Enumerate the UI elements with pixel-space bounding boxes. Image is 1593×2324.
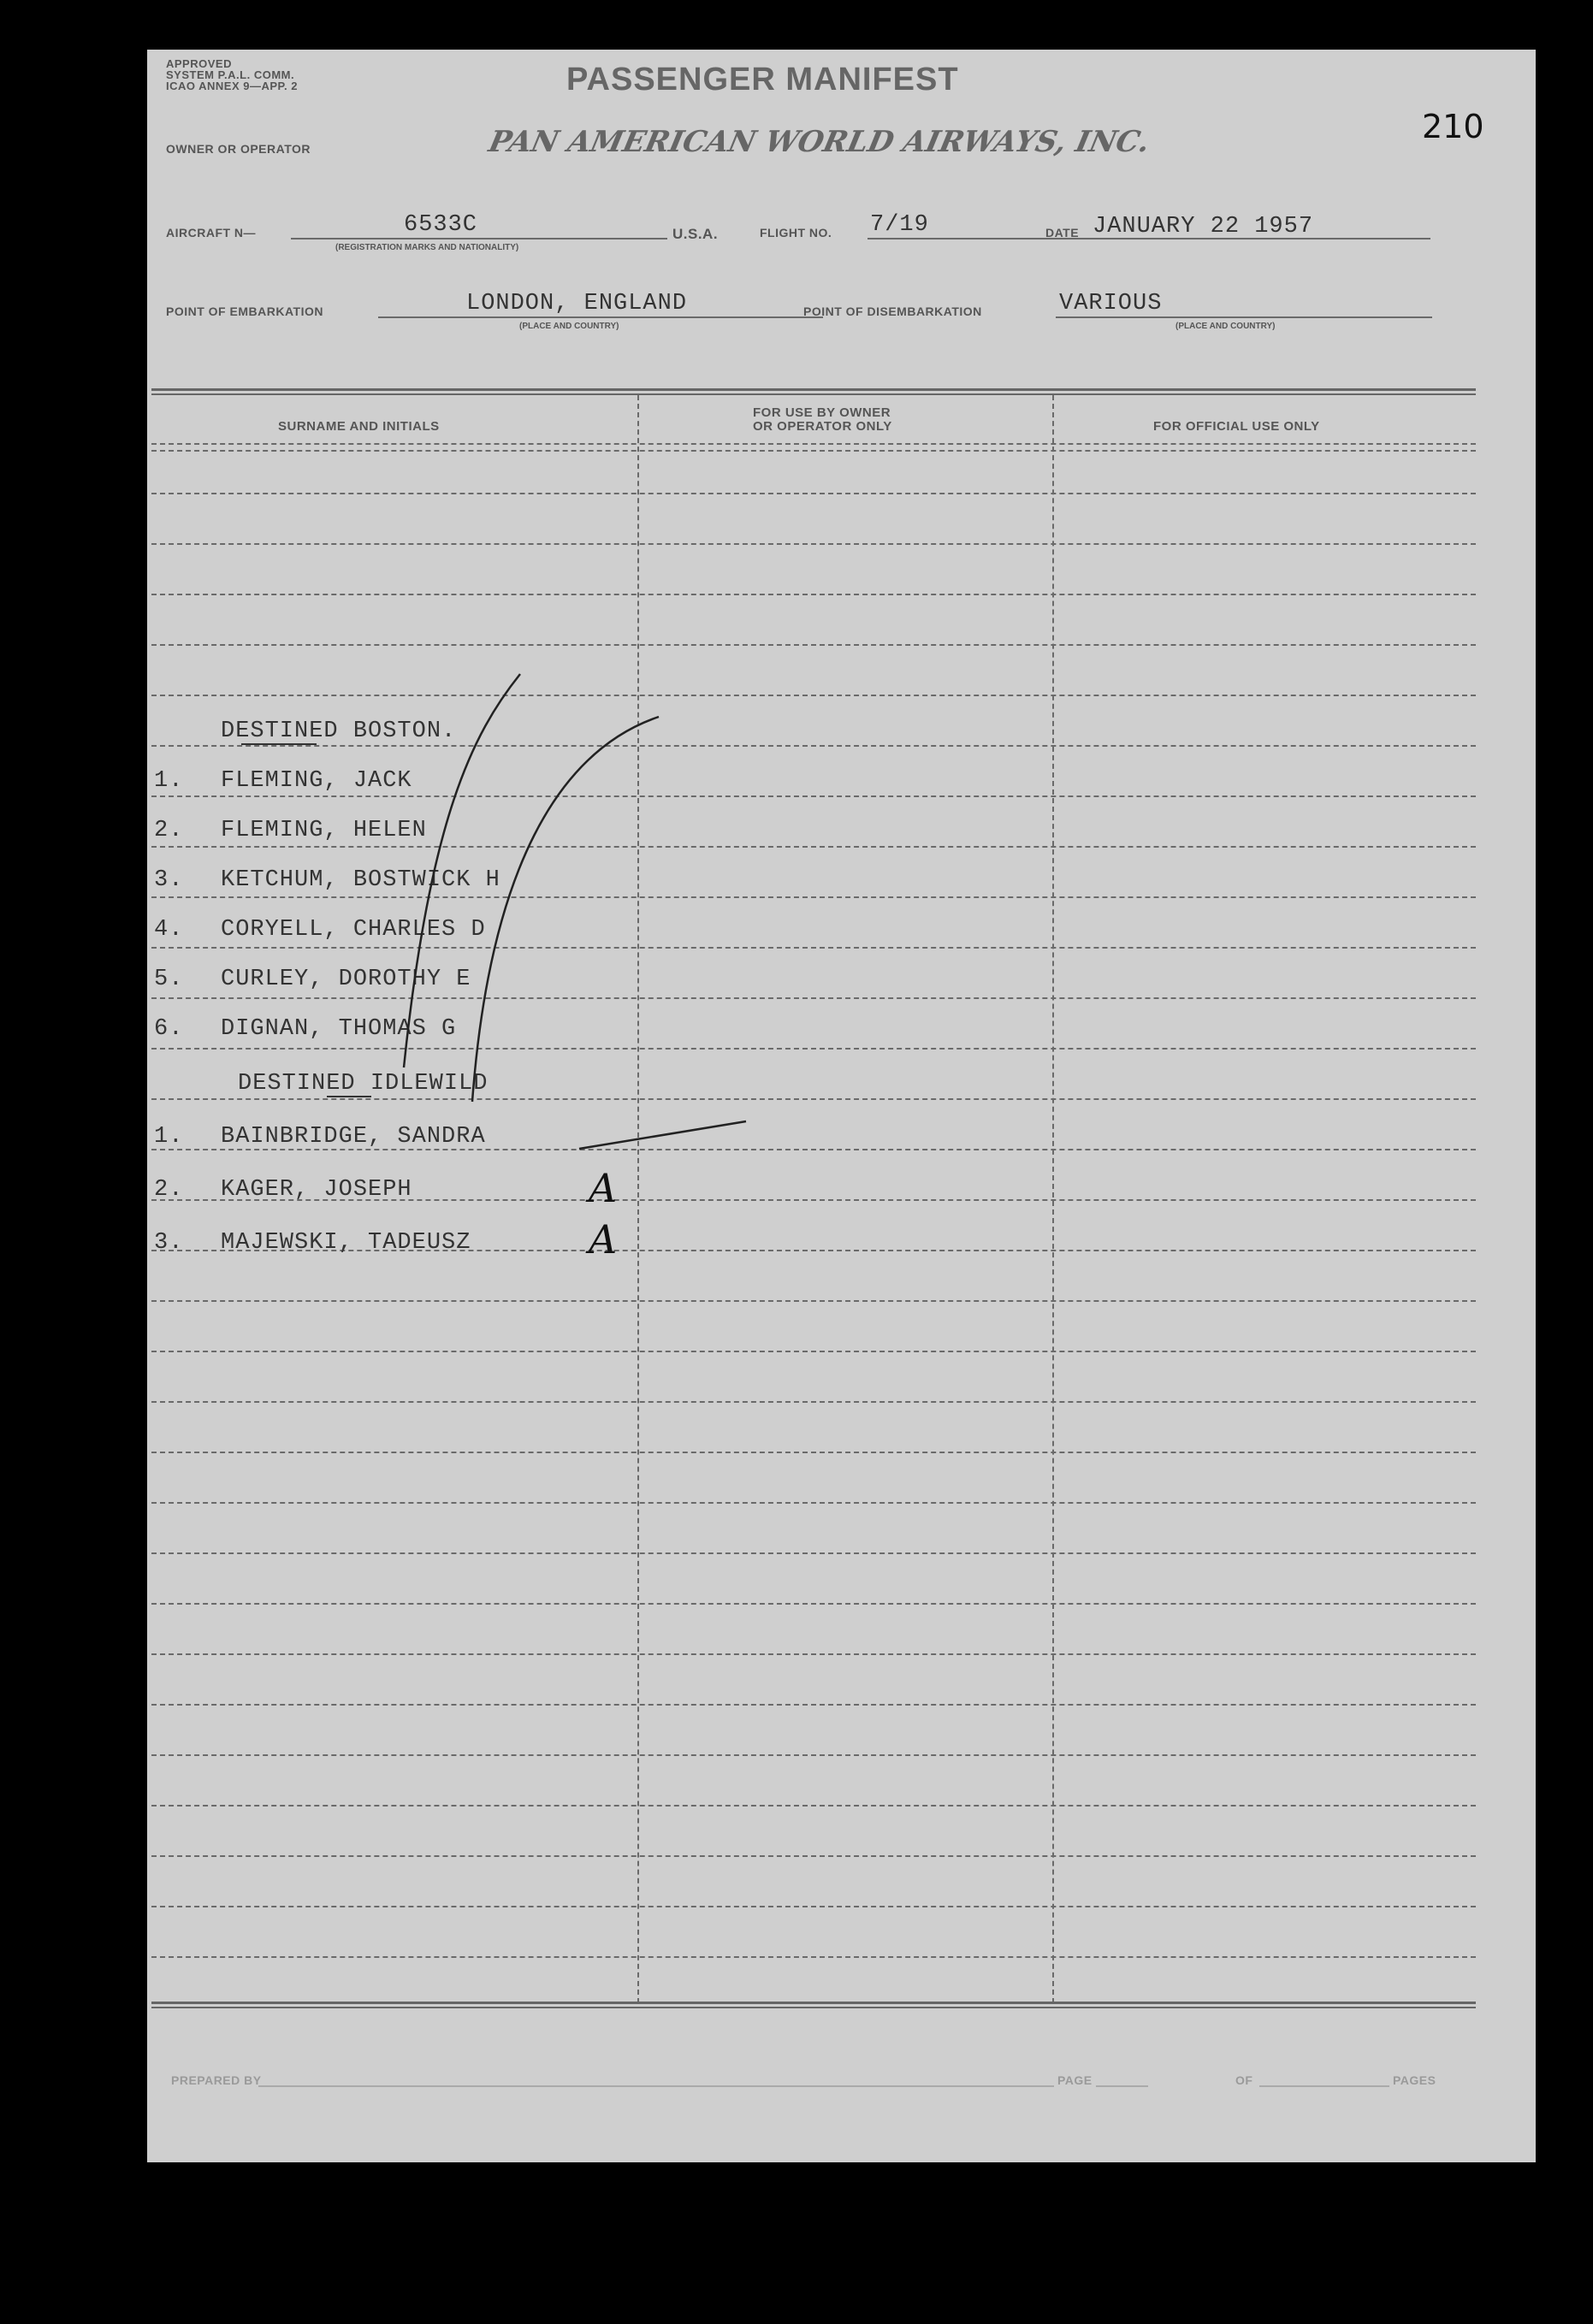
disembark-caption: (PLACE AND COUNTRY) [1176,322,1276,331]
entry-number: 2. [154,1177,184,1203]
page-number: 210 [1422,108,1484,145]
entry-text: DIGNAN, THOMAS G [221,1016,457,1042]
approval-line: SYSTEM P.A.L. COMM. [166,68,295,81]
col-header-official: FOR OFFICIAL USE ONLY [1153,419,1320,434]
manifest-sheet [147,50,1536,2162]
entry-text: CORYELL, CHARLES D [221,917,486,943]
entry-text: KAGER, JOSEPH [221,1177,412,1203]
registration-caption: (REGISTRATION MARKS AND NATIONALITY) [335,243,519,252]
entry-text: FLEMING, JACK [221,768,412,794]
entry-text: DESTINED IDLEWILD [238,1071,489,1097]
entry-number: 4. [154,917,184,943]
date-value: JANUARY 22 1957 [1093,214,1314,239]
disembark-value: VARIOUS [1059,291,1163,316]
check-stroke [472,717,659,1102]
entry-text: CURLEY, DOROTHY E [221,967,471,992]
handwritten-mark: A [589,1165,618,1211]
embark-value: LONDON, ENGLAND [466,291,688,316]
flight-value: 7/19 [870,212,929,238]
embark-label: POINT OF EMBARKATION [166,305,323,318]
flight-label: FLIGHT NO. [760,226,832,239]
nationality: U.S.A. [672,226,719,242]
col-header-owner-line2: OR OPERATOR ONLY [753,419,892,434]
underline-stroke [579,1121,746,1149]
check-stroke [404,674,520,1067]
table-bottom-border [151,2002,1476,2004]
pen-strokes [147,50,1536,2162]
entry-number: 5. [154,967,184,992]
handwritten-mark: A [589,1216,618,1263]
approval-line: ICAO ANNEX 9—APP. 2 [166,80,298,92]
entry-number: 6. [154,1016,184,1042]
entry-text: BAINBRIDGE, SANDRA [221,1124,486,1150]
owner-label: OWNER OR OPERATOR [166,142,311,156]
form-title: PASSENGER MANIFEST [566,62,959,98]
approval-line: APPROVED [166,57,232,70]
footer-pages: PAGES [1389,2073,1439,2087]
entry-text: FLEMING, HELEN [221,818,427,843]
entry-number: 1. [154,1124,184,1150]
footer-of: OF [1232,2073,1256,2087]
entry-number: 3. [154,1230,184,1256]
entry-text: KETCHUM, BOSTWICK H [221,867,500,893]
footer-page: PAGE [1054,2073,1096,2087]
owner-value: PAN AMERICAN WORLD AIRWAYS, INC. [485,125,1153,159]
footer-prepared-by: PREPARED BY [171,2073,262,2087]
entry-number: 1. [154,768,184,794]
disembark-label: POINT OF DISEMBARKATION [803,305,982,318]
entry-text: MAJEWSKI, TADEUSZ [221,1230,471,1256]
embark-caption: (PLACE AND COUNTRY) [519,322,619,331]
col-header-owner-line1: FOR USE BY OWNER [753,405,891,420]
date-label: DATE [1045,226,1080,239]
aircraft-label: AIRCRAFT N— [166,226,257,239]
entry-number: 2. [154,818,184,843]
entry-number: 3. [154,867,184,893]
aircraft-value: 6533C [404,212,478,238]
col-header-surname: SURNAME AND INITIALS [278,419,440,434]
entry-text: DESTINED BOSTON. [221,718,457,744]
